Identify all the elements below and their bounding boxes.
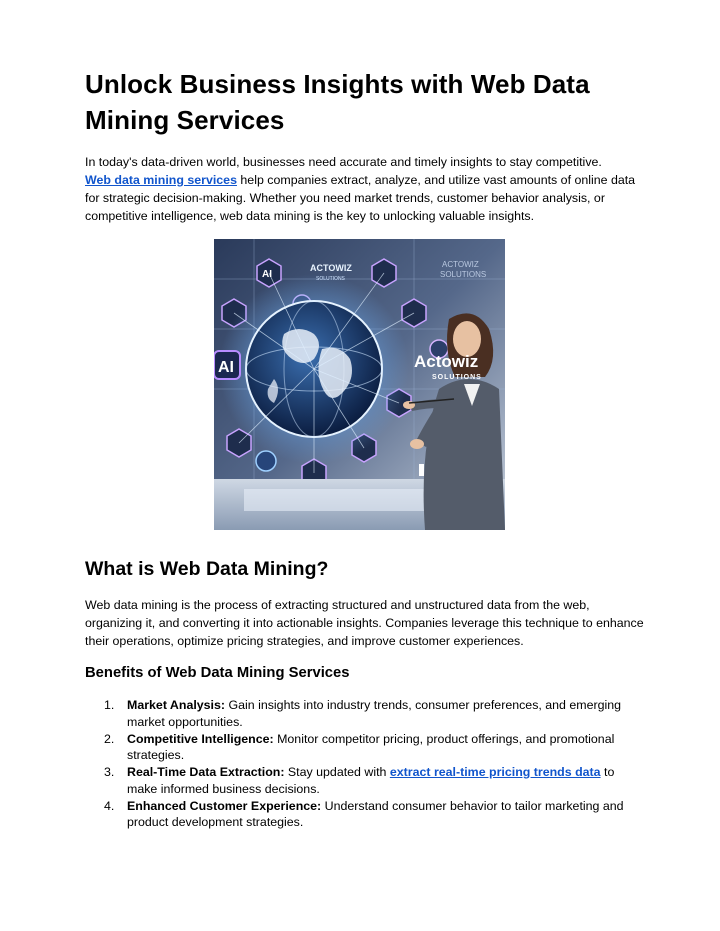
page-title: Unlock Business Insights with Web Data Mining Services [85,69,590,135]
list-item: 1. Market Analysis: Gain insights into industry trends, consumer preferences, and emerging market opportunities. [104,698,622,729]
list-item-label: Enhanced Customer Experience: [127,798,322,813]
brand-corner-sub: SOLUTIONS [440,270,487,279]
list-item: 4. Enhanced Customer Experience: Understand consumer behavior to tailor marketing and product development strategies. [104,798,624,829]
list-item-label: Market Analysis: [127,698,226,712]
benefits-list [85,697,645,831]
section-heading-what-is: What is Web Data Mining? [85,558,329,580]
realtime-pricing-link[interactable]: extract real-time pricing trends data [389,765,601,779]
intro-paragraph [85,153,645,225]
brand-top: ACTOWIZ [310,263,352,273]
list-item-label: Competitive Intelligence: [127,731,274,746]
web-data-mining-services-link[interactable]: Web data mining services [85,173,237,187]
section-body-what-is: Web data mining is the process of extracting structured and unstructured data from the web, organizing it, and converting it into actionable insights. Companies leverage this technique to enhance their operations, optimize pricing strategies, and improve customer experiences. [85,598,644,648]
ai-label: AI [218,359,234,376]
brand-corner: ACTOWIZ [442,260,479,269]
brand-main-sub: SOLUTIONS [432,374,482,381]
intro-text-before: In today's data-driven world, businesses need accurate and timely insights to stay competitive. [85,155,602,169]
brand-top-sub: SOLUTIONS [316,276,345,282]
intro-text-after: help companies extract, analyze, and utilize vast amounts of online data for strategic decision-making. Whether you need market trends, customer behavior analysis, or competitive intelligence, web data mining is the key to unlocking valuable insights. [85,173,636,223]
hero-illustration [214,239,505,530]
list-item-label: Real-Time Data Extraction: [127,765,285,779]
list-item: 3. Real-Time Data Extraction: Stay updated with extract real-time pricing trends data to make informed business decisions. [104,765,615,796]
list-item: 2. Competitive Intelligence: Monitor competitor pricing, product offerings, and promotional strategies. [104,731,615,762]
ai-label-small: AI [262,269,272,280]
brand-main: Actowiz [414,352,479,371]
benefits-heading: Benefits of Web Data Mining Services [85,665,350,681]
